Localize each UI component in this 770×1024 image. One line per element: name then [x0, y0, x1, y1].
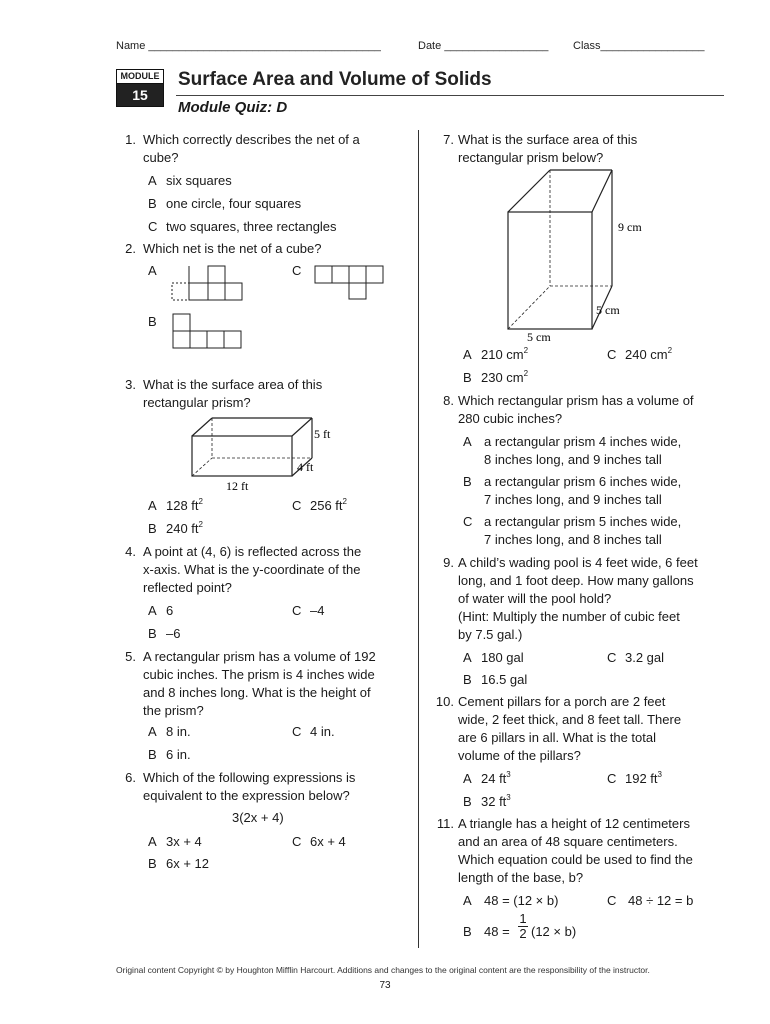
exponent: 2 — [667, 346, 673, 355]
question-text: equivalent to the expression below? — [143, 788, 350, 803]
q11-option-a[interactable] — [463, 892, 558, 910]
q7-height-label: 9 cm — [618, 220, 642, 234]
q2-option-b[interactable] — [148, 313, 157, 331]
exponent: 3 — [657, 770, 662, 779]
option-text: a rectangular prism 6 inches wide, — [484, 474, 682, 489]
exponent: 2 — [523, 346, 529, 355]
question-text: Which equation could be used to find the — [458, 852, 693, 867]
option-text: 192 ft — [625, 771, 658, 786]
option-text: 256 ft — [310, 498, 343, 513]
exponent: 3 — [506, 770, 511, 779]
class-blank: _________________ — [600, 40, 705, 52]
question-number: 6. — [125, 770, 136, 785]
option-text: 48 = — [484, 924, 510, 939]
question-number: 7. — [443, 132, 454, 147]
option-text: 48 ÷ 12 = b — [628, 893, 694, 908]
q3-option-b[interactable] — [148, 520, 203, 538]
option-text: 16.5 gal — [481, 672, 528, 687]
question-number: 4. — [125, 544, 136, 559]
q8-option-c[interactable] — [463, 513, 681, 549]
page-number: 73 — [379, 980, 391, 991]
option-text: 4 in. — [310, 724, 335, 739]
prism-q3-figure — [186, 414, 346, 494]
q1-option-a[interactable] — [148, 172, 232, 190]
q3-length-label: 12 ft — [226, 479, 249, 493]
option-letter: A — [148, 173, 157, 188]
option-letter: C — [607, 771, 617, 786]
option-text: 8 inches long, and 9 inches tall — [484, 452, 662, 467]
question-text: cubic inches. The prism is 4 inches wide — [143, 667, 375, 682]
question-number: 5. — [125, 649, 136, 664]
option-letter: B — [148, 626, 157, 641]
option-letter: A — [463, 771, 472, 786]
question-text: A rectangular prism has a volume of 192 — [143, 649, 376, 664]
option-text: one circle, four squares — [166, 196, 302, 211]
q11-option-c[interactable] — [607, 892, 693, 910]
exponent: 2 — [198, 497, 203, 506]
question-text: Which correctly describes the net of a — [143, 132, 360, 147]
question-text: long, and 1 foot deep. How many gallons — [458, 573, 694, 588]
q2-option-c[interactable] — [292, 262, 301, 280]
option-text: 6x + 12 — [166, 856, 210, 871]
option-letter: A — [148, 603, 157, 618]
q5-option-a[interactable] — [148, 723, 191, 741]
option-text: 48 = (12 × b) — [484, 893, 559, 908]
question-number: 9. — [443, 555, 454, 570]
question-text: A child’s wading pool is 4 feet wide, 6 feet — [458, 555, 698, 570]
option-text: 6 in. — [166, 747, 191, 762]
question-text: wide, 2 feet thick, and 8 feet tall. There — [458, 712, 682, 727]
option-text: 6x + 4 — [310, 834, 346, 849]
question-text: of water will the pool hold? — [458, 591, 612, 606]
option-letter: B — [463, 474, 472, 489]
question-text: What is the surface area of this — [143, 377, 323, 392]
question-text: (Hint: Multiply the number of cubic feet — [458, 609, 680, 624]
option-letter: C — [463, 514, 473, 529]
option-letter: C — [148, 219, 158, 234]
question-text: 280 cubic inches? — [458, 411, 563, 426]
page-title: Surface Area and Volume of Solids — [178, 69, 492, 90]
option-text: 8 in. — [166, 724, 191, 739]
option-text: 240 ft — [166, 521, 199, 536]
question-text: the prism? — [143, 703, 204, 718]
question-number: 10. — [435, 694, 454, 709]
question-text: length of the base, b? — [458, 870, 584, 885]
q7-option-b[interactable] — [463, 369, 528, 387]
option-letter: C — [292, 498, 302, 513]
question-text: cube? — [143, 150, 179, 165]
q10-option-c[interactable] — [607, 770, 662, 788]
question-text: A point at (4, 6) is reflected across the — [143, 544, 362, 559]
question-text: rectangular prism below? — [458, 150, 604, 165]
question-text: A triangle has a height of 12 centimeters — [458, 816, 690, 831]
q3-option-c[interactable] — [292, 497, 347, 515]
q5-option-b[interactable] — [148, 746, 191, 764]
fraction-numerator: 1 — [519, 911, 527, 926]
option-letter: B — [463, 924, 472, 939]
q7-width-label: 5 cm — [527, 330, 551, 344]
title-rule — [176, 95, 724, 96]
question-text: volume of the pillars? — [458, 748, 581, 763]
name-field — [116, 40, 381, 52]
question-text: What is the surface area of this — [458, 132, 638, 147]
q1-option-c[interactable] — [148, 218, 337, 236]
question-number: 1. — [125, 132, 136, 147]
q3-height-label: 5 ft — [314, 427, 331, 441]
module-badge — [116, 69, 164, 107]
q3-option-a[interactable] — [148, 497, 203, 515]
question-text: and 8 inches long. What is the height of — [143, 685, 371, 700]
option-text: 210 cm — [481, 347, 524, 362]
q5-option-c[interactable] — [292, 723, 335, 741]
option-letter: A — [463, 347, 472, 362]
option-text: 3.2 gal — [625, 650, 665, 665]
option-letter: C — [607, 650, 617, 665]
option-text: –6 — [166, 626, 181, 641]
exponent: 2 — [342, 497, 347, 506]
column-divider — [418, 130, 419, 948]
option-text: a rectangular prism 5 inches wide, — [484, 514, 682, 529]
exponent: 3 — [506, 793, 511, 802]
option-text: six squares — [166, 173, 232, 188]
option-letter: B — [148, 747, 157, 762]
q7-option-c[interactable] — [607, 346, 672, 364]
question-text: Which rectangular prism has a volume of — [458, 393, 694, 408]
option-letter: A — [463, 434, 472, 449]
q9-option-a[interactable] — [463, 649, 524, 667]
option-text: 240 cm — [625, 347, 668, 362]
option-text: a rectangular prism 4 inches wide, — [484, 434, 682, 449]
question-text: rectangular prism? — [143, 395, 251, 410]
q4-option-a[interactable] — [148, 602, 173, 620]
net-c-figure — [312, 262, 388, 302]
q2-option-a[interactable] — [148, 262, 157, 280]
module-label: MODULE — [117, 70, 163, 84]
name-blank: ______________________________________ — [148, 40, 381, 52]
option-letter: C — [607, 893, 617, 908]
exponent: 2 — [198, 520, 203, 529]
question-text: x-axis. What is the y-coordinate of the — [143, 562, 361, 577]
q6-option-a[interactable] — [148, 833, 202, 851]
question-number: 2. — [125, 241, 136, 256]
q6-option-b[interactable] — [148, 855, 209, 873]
option-letter: A — [148, 263, 157, 278]
option-letter: C — [292, 834, 302, 849]
q4-option-c[interactable] — [292, 602, 324, 620]
question-text: Cement pillars for a porch are 2 feet — [458, 694, 666, 709]
option-letter: A — [148, 498, 157, 513]
option-letter: B — [148, 314, 157, 329]
option-letter: C — [292, 263, 302, 278]
exponent: 2 — [523, 369, 529, 378]
q6-option-c[interactable] — [292, 833, 346, 851]
option-letter: A — [463, 893, 472, 908]
q1-option-b[interactable] — [148, 195, 301, 213]
option-text: 180 gal — [481, 650, 524, 665]
q9-option-c[interactable] — [607, 649, 664, 667]
fraction-one-half — [518, 912, 528, 941]
q6-expression: 3(2x + 4) — [232, 810, 284, 825]
page-subtitle: Module Quiz: D — [178, 99, 288, 116]
option-letter: B — [463, 370, 472, 385]
q10-option-a[interactable] — [463, 770, 511, 788]
option-letter: B — [148, 521, 157, 536]
net-b-figure — [170, 312, 245, 352]
option-text: –4 — [310, 603, 325, 618]
question-text: reflected point? — [143, 580, 232, 595]
date-blank: _________________ — [444, 40, 549, 52]
class-label: Class — [573, 40, 601, 52]
option-text: 32 ft — [481, 794, 507, 809]
question-text: are 6 pillars in all. What is the total — [458, 730, 656, 745]
question-text: and an area of 48 square centimeters. — [458, 834, 678, 849]
q7-option-a[interactable] — [463, 346, 528, 364]
q3-depth-label: 4 ft — [297, 460, 314, 474]
name-label: Name — [116, 40, 146, 52]
option-letter: B — [148, 196, 157, 211]
module-number: 15 — [117, 84, 163, 106]
option-letter: B — [148, 856, 157, 871]
q10-option-b[interactable] — [463, 793, 511, 811]
q11-option-b[interactable] — [463, 923, 510, 941]
net-a-figure — [170, 262, 250, 302]
option-text: 3x + 4 — [166, 834, 202, 849]
q4-option-b[interactable] — [148, 625, 180, 643]
option-text: 6 — [166, 603, 174, 618]
option-text: 230 cm — [481, 370, 524, 385]
question-number: 3. — [125, 377, 136, 392]
question-number: 8. — [443, 393, 454, 408]
copyright-footer: Original content Copyright © by Houghton Mifflin Harcourt. Additions and changes to the original content are the responsibility of the instructor. — [116, 965, 650, 975]
option-letter: B — [463, 672, 472, 687]
option-letter: C — [292, 603, 302, 618]
question-text: Which net is the net of a cube? — [143, 241, 322, 256]
prism-q7-figure — [500, 164, 660, 344]
option-text: 24 ft — [481, 771, 507, 786]
option-letter: C — [292, 724, 302, 739]
q8-option-a[interactable] — [463, 433, 681, 469]
question-text: Which of the following expressions is — [143, 770, 356, 785]
option-letter: B — [463, 794, 472, 809]
option-letter: A — [148, 724, 157, 739]
q9-option-b[interactable] — [463, 671, 527, 689]
option-letter: A — [148, 834, 157, 849]
option-text: two squares, three rectangles — [166, 219, 337, 234]
fraction-denominator: 2 — [519, 926, 527, 941]
q8-option-b[interactable] — [463, 473, 681, 509]
option-text: 128 ft — [166, 498, 199, 513]
class-field — [573, 40, 705, 52]
q7-depth-label: 5 cm — [596, 303, 620, 317]
q11-option-b-rest: (12 × b) — [531, 924, 577, 939]
option-text: 7 inches long, and 8 inches tall — [484, 532, 662, 547]
date-label: Date — [418, 40, 442, 52]
date-field — [418, 40, 548, 52]
option-text: 7 inches long, and 9 inches tall — [484, 492, 662, 507]
question-number: 11. — [436, 816, 454, 831]
question-text: by 7.5 gal.) — [458, 627, 523, 642]
option-letter: C — [607, 347, 617, 362]
option-letter: A — [463, 650, 472, 665]
